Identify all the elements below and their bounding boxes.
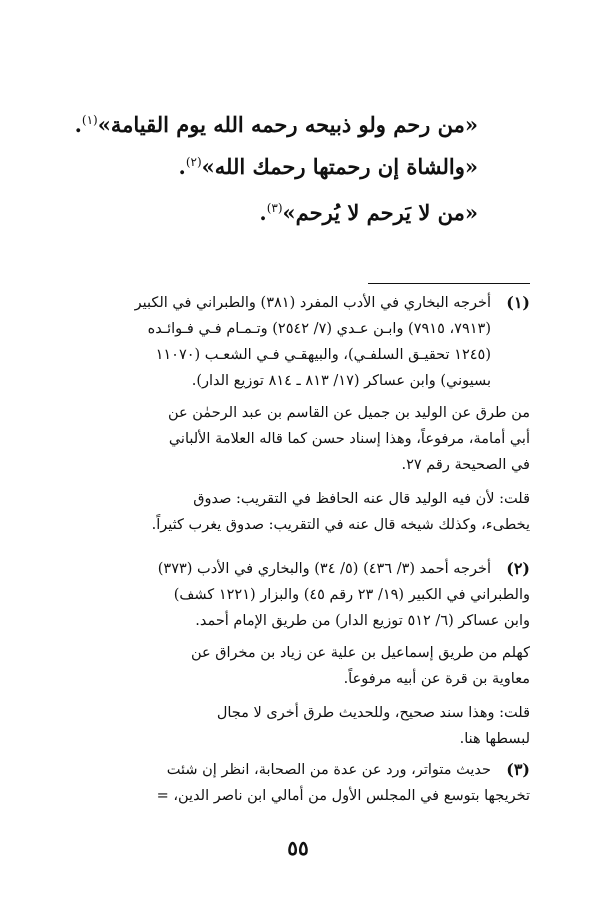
footnote-line: أبي أمامة، مرفوعاً، وهذا إسناد حسن كما قاله العلامة الألباني — [168, 431, 530, 447]
hadith-text: «من لا يَرحم لا يُرحم» — [282, 200, 478, 225]
footnote-line: من طرق عن الوليد بن جميل عن القاسم بن عبد الرحمٰن عن — [167, 405, 530, 421]
footnote-line: معاوية بن قرة عن أبيه مرفوعاً. — [343, 671, 530, 687]
hadith-line-1 — [38, 105, 478, 140]
footnote-line: حديث متواتر، ورد عن عدة من الصحابة، انظر إن شئت — [166, 762, 491, 778]
hadith-end: . — [178, 154, 186, 179]
hadith-text: «من رحم ولو ذبيحه رحمه الله يوم القيامة» — [97, 112, 478, 137]
footnote-line: بسيوني) وابن عساكر (١٧/ ٨١٣ ـ ٨١٤ توزيع الدار). — [191, 373, 491, 389]
footnote-ref[interactable]: (١) — [81, 113, 98, 127]
footnote-line: قلت: لأن فيه الوليد قال عنه الحافظ في التقريب: صدوق — [193, 491, 530, 507]
footnote-line: في الصحيحة رقم ٢٧. — [401, 457, 530, 473]
footnote-ref[interactable]: (٣) — [266, 201, 283, 215]
hadith-line-3 — [38, 193, 478, 228]
footnote-line: (٧٩١٣، ٧٩١٥) وابـن عـدي (٧/ ٢٥٤٢) وتـمـام فـي فـوائـده — [147, 321, 491, 337]
footnote-separator — [368, 283, 530, 284]
page-number: ٥٥ — [287, 836, 309, 860]
footnote-number: (٢) — [506, 559, 530, 578]
footnote-line: أخرجه البخاري في الأدب المفرد (٣٨١) والطبراني في الكبير — [134, 295, 491, 311]
footnote-line: والطبراني في الكبير (١٩/ ٢٣ رقم ٤٥) والبزار (١٢٢١ كشف) — [173, 587, 530, 603]
hadith-line-2 — [38, 147, 478, 182]
footnote-line: تخريجها بتوسع في المجلس الأول من أمالي ابن ناصر الدين، = — [156, 788, 530, 804]
footnote-line: كهلم من طريق إسماعيل بن علية عن زياد بن مخراق عن — [190, 645, 530, 661]
footnote-line: يخطىء، وكذلك شيخه قال عنه في التقريب: صدوق يغرب كثيراً. — [151, 517, 530, 533]
footnote-ref[interactable]: (٢) — [185, 155, 202, 169]
footnote-line: لبسطها هنا. — [459, 731, 530, 747]
footnote-number: (٣) — [506, 760, 530, 779]
footnote-line: أخرجه أحمد (٣/ ٤٣٦) (٥/ ٣٤) والبخاري في الأدب (٣٧٣) — [157, 561, 491, 577]
footnote-line: وابن عساكر (٦/ ٥١٢ توزيع الدار) من طريق الإمام أحمد. — [195, 613, 530, 629]
hadith-text: «والشاة إن رحمتها رحمك الله» — [201, 154, 478, 179]
hadith-end: . — [259, 200, 267, 225]
footnote-number: (١) — [506, 293, 530, 312]
hadith-end: . — [74, 112, 82, 137]
footnote-line: قلت: وهذا سند صحيح، وللحديث طرق أخرى لا مجال — [216, 705, 530, 721]
footnote-line: (١٢٤٥ تحقيـق السلفـي)، والبيهقـي فـي الشعـب (١١٠٧٠ — [155, 347, 491, 363]
